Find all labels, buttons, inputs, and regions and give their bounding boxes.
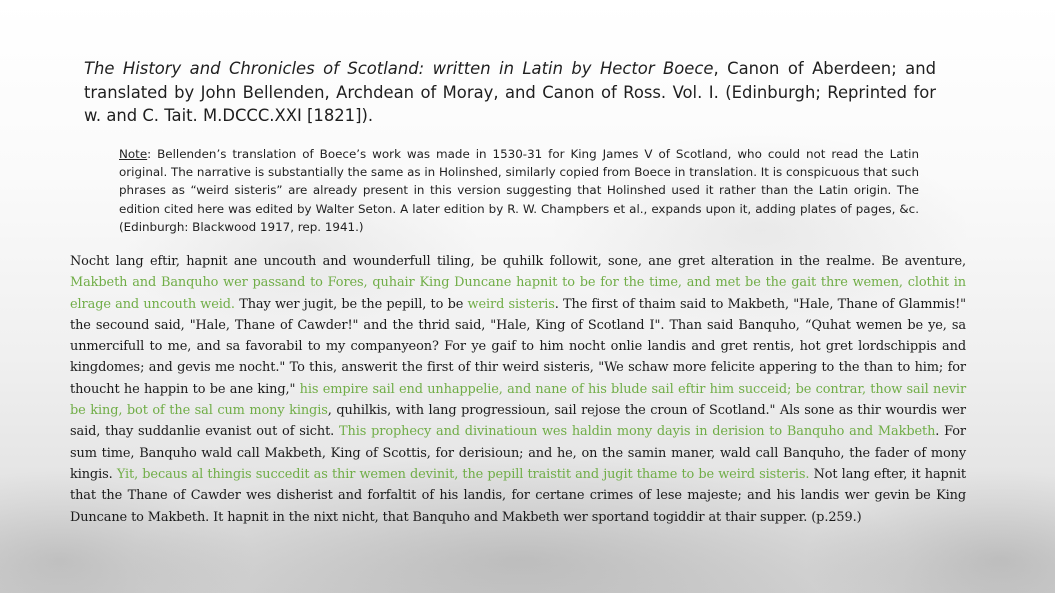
note-label: Note: [119, 147, 148, 161]
editorial-note: [119, 145, 919, 236]
passage-segment: . For sum time, Banquho wald call Makbeth, King of Scottis, for derisioun; and he, on the samin maner, wald call Banquho, the fader of mony kingis.: [70, 424, 966, 482]
quoted-passage: [70, 251, 966, 528]
passage-highlight: weird sisteris: [467, 296, 555, 312]
citation: [84, 57, 936, 128]
passage-highlight: This prophecy and divinatioun wes haldin mony dayis in derision to Banquho and Makbeth: [339, 424, 936, 440]
passage-highlight: Yit, becaus al thingis succedit as thir wemen devinit, the pepill traistit and jugit thame to be weird sisteris.: [116, 466, 810, 482]
citation-title: The History and Chronicles of Scotland: written in Latin by Hector Boece: [84, 59, 714, 78]
passage-highlight: his empire sail end unhappelie, and nane of his blude sail eftir him succeid; be contrar, thow sail nevir be king, bot of the sal cum mony kingis: [70, 381, 967, 419]
note-text: : Bellenden’s translation of Boece’s work was made in 1530-31 for King James V of Scotland, who could not read the Latin original. The narrative is substantially the same as in Holinshed, similarly copied from Boece in translation. It is conspicuous that such phrases as “weird sisteris” are already present in this version suggesting that Holinshed used it rather than the Latin origin. The edition cited here was edited by Walter Seton. A later edition by R. W. Champbers et al., expands upon it, adding plates of pages, &c. (Edinburgh: Blackwood 1917, rep. 1941.): [119, 147, 919, 234]
passage-segment: Not lang efter, it hapnit that the Thane of Cawder wes disherist and forfaltit of his landis, for certane crimes of lese majeste; and his landis wer gevin be King Duncane to Makbeth. It hapnit in the nixt nicht, that Banquho and Makbeth wer sportand togiddir at thair supper. (p.259.): [70, 466, 966, 525]
passage-segment: . The first of thaim said to Makbeth, "Hale, Thane of Glammis!" the secound said, "Hale, Thane of Cawder!" and the thrid said, "Hale, King of Scotland I". Than said Banquho, “Quhat wemen be ye, sa unmercifull to me, and sa favorabil to my companyeon? For ye gaif to him nocht onlie landis and gret rentis, hot gret lordschippis and kingdomes; and gevis me nocht." To this, answerit the first of thir weird sisteris, "We schaw more felicite appering to the than to him; for thoucht he happin to be ane king,": [70, 296, 966, 397]
citation-details: , Canon of Aberdeen; and translated by John Bellenden, Archdean of Moray, and Canon of Ross. Vol. I. (Edinburgh; Reprinted for w. and C. Tait. M.DCCC.XXI [1821]).: [84, 59, 936, 125]
passage-segment: , quhilkis, with lang progressioun, sail rejose the croun of Scotland." Als sone as thir wourdis wer said, thay suddanlie evanist out of sicht.: [70, 403, 966, 440]
passage-highlight: Makbeth and Banquho wer passand to Fores, quhair King Duncane hapnit to be for the time, and met be the gait thre wemen, clothit in elrage and uncouth weid.: [70, 275, 966, 312]
passage-segment: Nocht lang eftir, hapnit ane uncouth and wounderfull tiling, be quhilk followit, sone, ane gret alteration in the realme. Be aventure,: [70, 254, 966, 269]
passage-segment: Thay wer jugit, be the pepill, to be: [234, 296, 468, 312]
